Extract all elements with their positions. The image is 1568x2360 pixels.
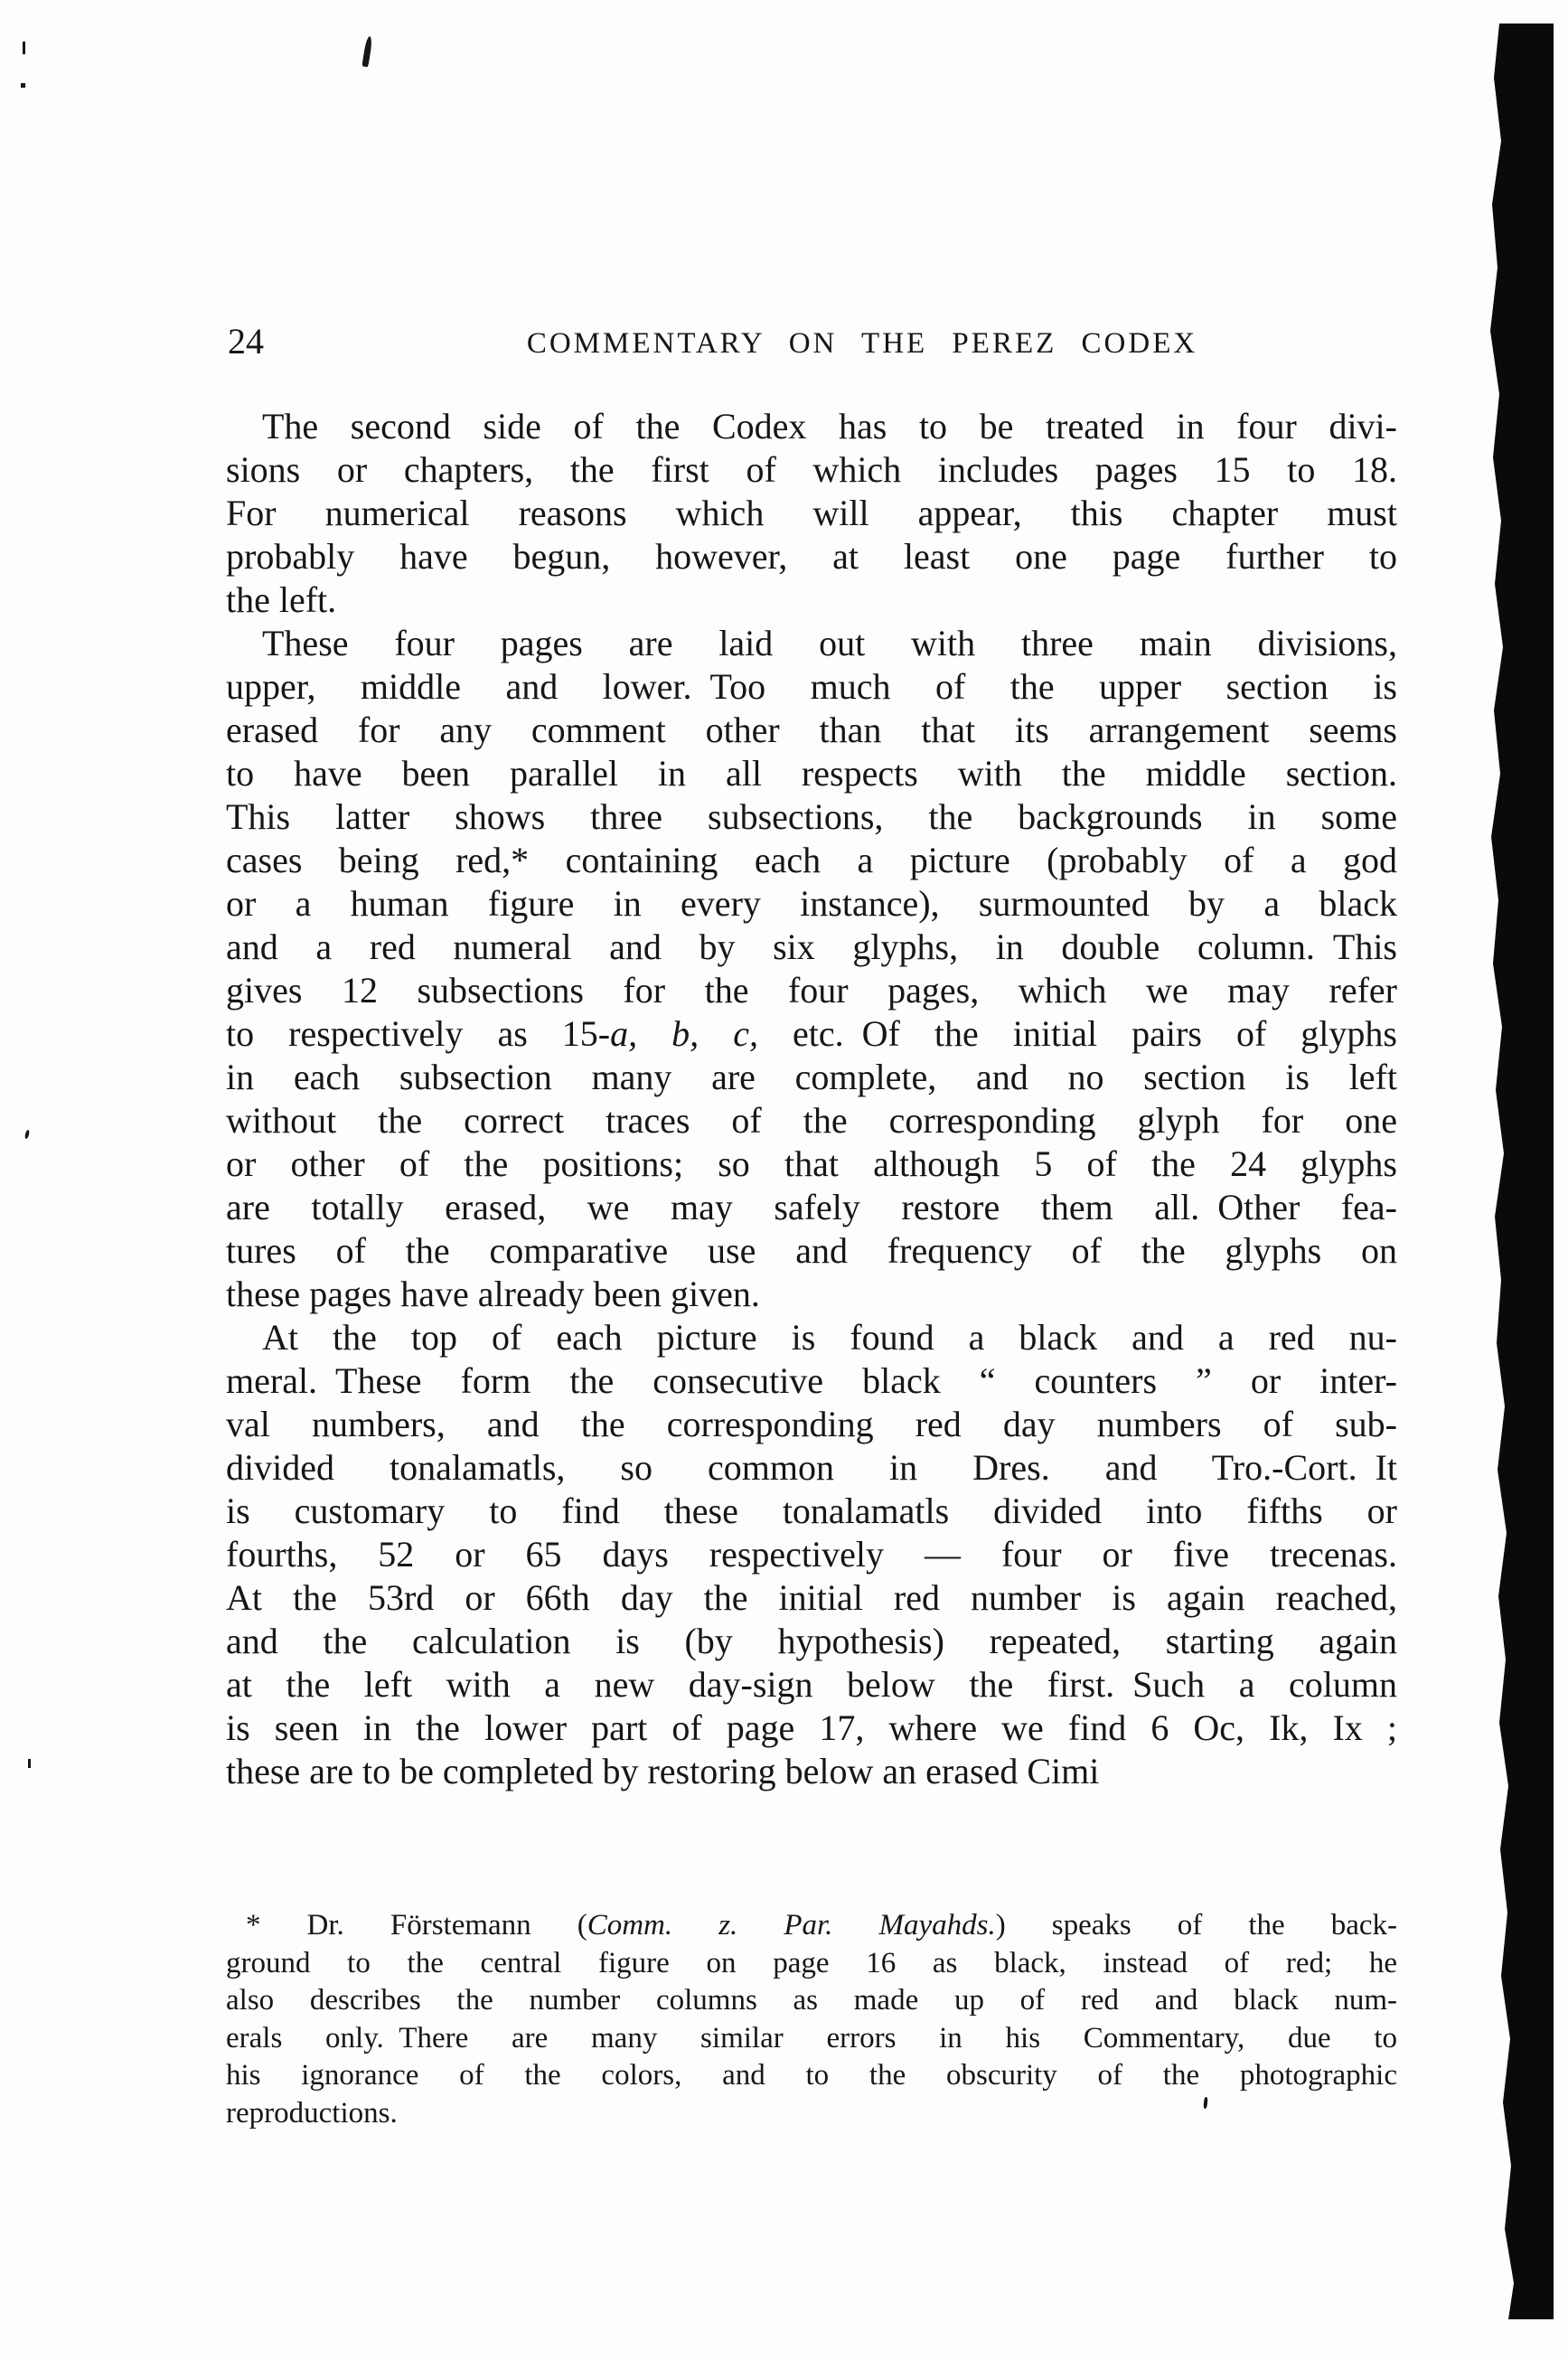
text-line: erased for any comment other than that its arrangement seems bbox=[226, 710, 1397, 750]
text-line: the left. bbox=[226, 579, 337, 620]
footnote bbox=[226, 1907, 1397, 2132]
ink-speck bbox=[361, 36, 372, 68]
text-line: At the 53rd or 66th day the initial red number is again reached, bbox=[226, 1577, 1397, 1618]
text-line: reproductions. bbox=[226, 2096, 398, 2130]
text-line: is customary to find these tonalamatls divided into fifths or bbox=[226, 1490, 1397, 1531]
text-line: in each subsection many are complete, and no section is left bbox=[226, 1057, 1397, 1097]
text-line: without the correct traces of the corresponding glyph for one bbox=[226, 1100, 1397, 1141]
ink-speck bbox=[28, 1759, 31, 1768]
ink-speck bbox=[23, 42, 25, 54]
text-line: to respectively as 15-a, b, c, etc. Of the initial pairs of glyphs bbox=[226, 1013, 1397, 1054]
page-body bbox=[226, 405, 1397, 1793]
text-line: at the left with a new day-sign below the first. Such a column bbox=[226, 1664, 1397, 1705]
text-line: probably have begun, however, at least one page further to bbox=[226, 536, 1397, 577]
text-line: and a red numeral and by six glyphs, in double column. This bbox=[226, 926, 1397, 967]
text-line: meral. These form the consecutive black “ counters ” or inter- bbox=[226, 1360, 1397, 1401]
text-line: tures of the comparative use and frequency of the glyphs on bbox=[226, 1230, 1397, 1271]
text-line: val numbers, and the corresponding red day numbers of sub- bbox=[226, 1404, 1397, 1444]
text-line: or other of the positions; so that although 5 of the 24 glyphs bbox=[226, 1143, 1397, 1184]
text-line: divided tonalamatls, so common in Dres. and Tro.-Cort. It bbox=[226, 1447, 1397, 1488]
text-line: are totally erased, we may safely restore them all. Other fea- bbox=[226, 1187, 1397, 1227]
text-line: * Dr. Förstemann (Comm. z. Par. Mayahds.) speaks of the back- bbox=[246, 1909, 1397, 1942]
text-line: his ignorance of the colors, and to the obscurity of the photographic bbox=[226, 2059, 1397, 2092]
text-line: erals only. There are many similar errors in his Commentary, due to bbox=[226, 2021, 1397, 2054]
text-line: For numerical reasons which will appear, this chapter must bbox=[226, 493, 1397, 533]
text-line: to have been parallel in all respects with the middle section. bbox=[226, 753, 1397, 794]
text-line: is seen in the lower part of page 17, where we find 6 Oc, Ik, Ix ; bbox=[226, 1707, 1397, 1748]
text-line: upper, middle and lower. Too much of the upper section is bbox=[226, 666, 1397, 707]
ink-speck bbox=[21, 83, 25, 88]
running-title: COMMENTARY ON THE PEREZ CODEX bbox=[526, 327, 1198, 360]
text-line: and the calculation is (by hypothesis) repeated, starting again bbox=[226, 1621, 1397, 1661]
text-line: fourths, 52 or 65 days respectively — four or five trecenas. bbox=[226, 1534, 1397, 1575]
text-line: The second side of the Codex has to be treated in four divi- bbox=[262, 406, 1397, 447]
running-header bbox=[226, 321, 1397, 363]
text-line: ground to the central figure on page 16 as black, instead of red; he bbox=[226, 1946, 1397, 1979]
text-line: also describes the number columns as made up of red and black num- bbox=[226, 1984, 1397, 2017]
text-line: these are to be completed by restoring below an erased Cimi bbox=[226, 1751, 1100, 1791]
page-number: 24 bbox=[228, 321, 264, 362]
paragraph bbox=[226, 1316, 1397, 1793]
paragraph bbox=[226, 622, 1397, 1316]
text-line: This latter shows three subsections, the backgrounds in some bbox=[226, 796, 1397, 837]
text-line: cases being red,* containing each a picture (probably of a god bbox=[226, 840, 1397, 880]
ink-speck bbox=[24, 1130, 30, 1140]
text-line: At the top of each picture is found a black and a red nu- bbox=[262, 1317, 1397, 1358]
text-line: these pages have already been given. bbox=[226, 1274, 760, 1314]
text-line: These four pages are laid out with three main divisions, bbox=[262, 623, 1397, 663]
text-line: or a human figure in every instance), surmounted by a black bbox=[226, 883, 1397, 924]
text-line: gives 12 subsections for the four pages, which we may refer bbox=[226, 970, 1397, 1011]
scan-gutter-shadow bbox=[1487, 24, 1554, 2319]
paragraph bbox=[226, 405, 1397, 622]
text-line: sions or chapters, the first of which includes pages 15 to 18. bbox=[226, 449, 1397, 490]
